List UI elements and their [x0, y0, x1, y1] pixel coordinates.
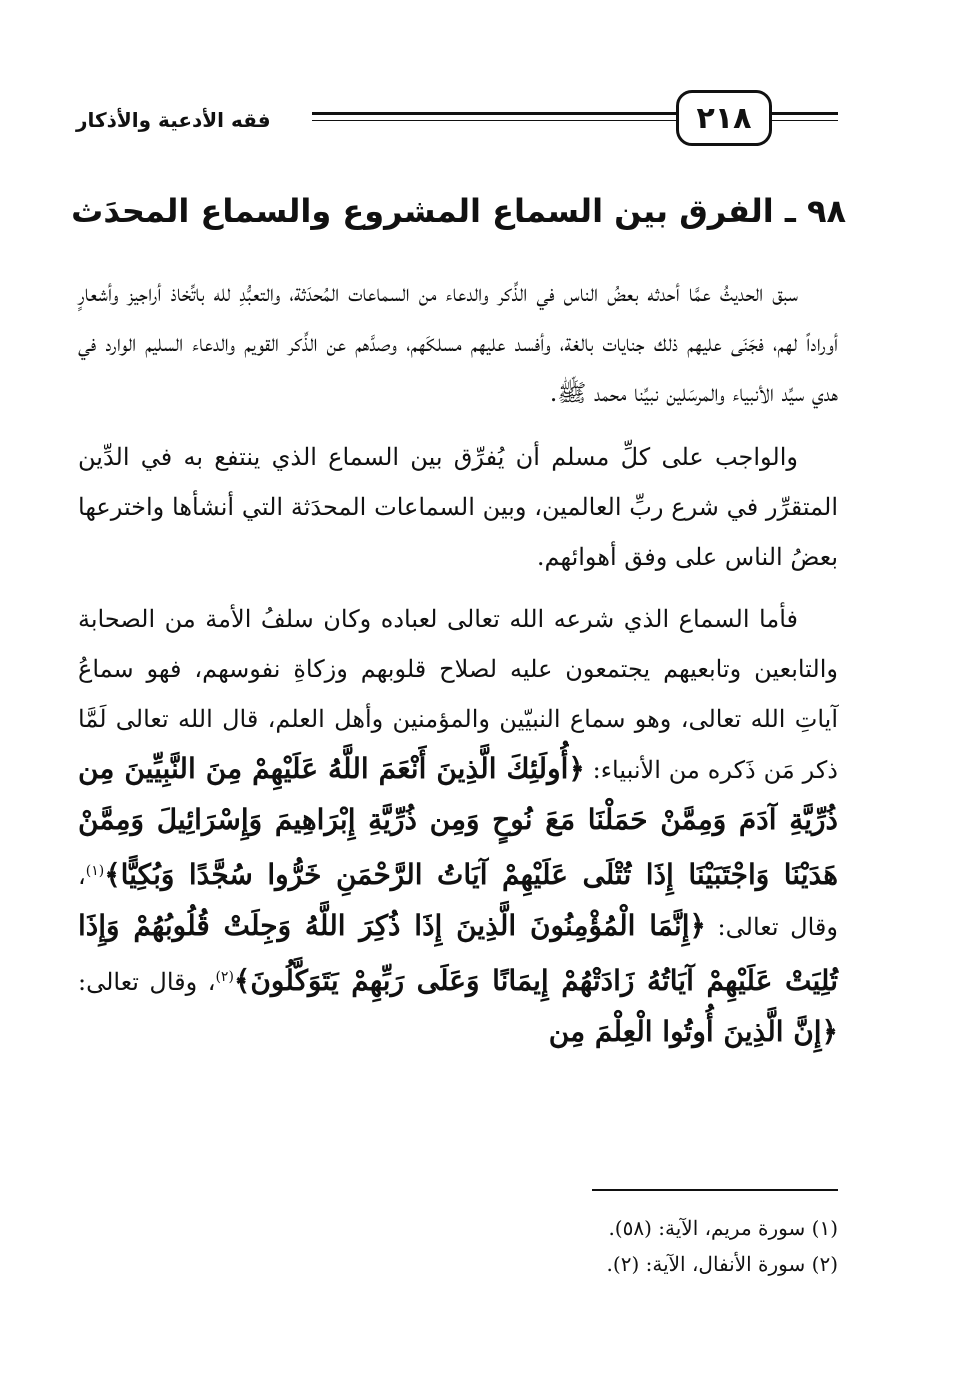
paragraph-text: ، وقال تعالى:: [78, 862, 838, 941]
page-header: [76, 82, 838, 162]
header-rule: [772, 112, 838, 115]
quran-verse: ﴿أُولَئِكَ الَّذِينَ أَنْعَمَ اللَّهُ عَلَيْهِمْ مِنَ النَّبِيِّينَ مِن ذُرِّيَّةِ آدَمَ وَمِمَّنْ حَمَلْنَا مَعَ نُوحٍ وَمِن ذُرِّيَّةِ إِبْرَاهِيمَ وَإِسْرَائِيلَ وَمِمَّنْ هَدَيْنَا وَاجْتَبَيْنَا إِذَا تُتْلَى عَلَيْهِمْ آيَاتُ الرَّحْمَنِ خَرُّوا سُجَّدًا وَبُكِيًّا﴾: [78, 752, 838, 891]
paragraph: والواجب على كلِّ مسلم أن يُفرِّق بين السماع الذي ينتفع به في الدِّين المتقرِّر في شرع ربِّ العالمين، وبين السماعات المحدَثة التي أنشأها واخترعها بعضُ الناس على وفق أهوائهم.: [78, 443, 839, 571]
paragraph-text: ، وقال تعالى:: [78, 968, 216, 996]
footnote-ref: (١): [85, 863, 105, 879]
paragraph: سبق الحديثُ عمَّا أحدثه بعضُ الناس في الذِّكر والدعاء من السماعات المُحدَثة، والتعبُّدِ لله باتِّخاذ أراجيز وأشعارٍ أوراداً لهم، فجَنَى عليهم ذلك جنايات بالغة، وأفسد عليهم مسلكَهم، وصدَّهم عن الذِّكر القويم والدعاء السليم الوارد في هدي سيِّد الأنبياء والمرسَلين نبيِّنا محمد ﷺ.: [78, 279, 838, 407]
body-text: [78, 268, 838, 1068]
footnote-ref: (٢): [215, 969, 234, 985]
paragraph: [78, 594, 838, 1058]
footnotes: [607, 1210, 838, 1282]
footnote: (٢) سورة الأنفال، الآية: (٢).: [606, 1252, 838, 1276]
paragraph-text: فأما السماع الذي شرعه الله تعالى لعباده وكان سلفُ الأمة من الصحابة والتابعين وتابعيهم يجتمعون عليه لصلاح قلوبهم وزكاةِ نفوسهم، فهو سماعُ آياتِ الله تعالى، وهو سماع النبيّين والمؤمنين وأهل العلم، قال الله تعالى لَمَّا ذكر مَن ذَكره من الأنبياء:: [78, 605, 838, 784]
section-heading: ٩٨ ـ الفرق بين السماع المشروع والسماع المحدَث: [71, 192, 846, 230]
footnote: (١) سورة مريم، الآية: (٥٨).: [608, 1216, 838, 1240]
quran-verse: ﴿إِنَّمَا الْمُؤْمِنُونَ الَّذِينَ إِذَا ذُكِرَ اللَّهُ وَجِلَتْ قُلُوبُهُمْ وَإِذَا تُلِيَتْ عَلَيْهِمْ آيَاتُهُ زَادَتْهُمْ إِيمَانًا وَعَلَى رَبِّهِمْ يَتَوَكَّلُونَ﴾: [78, 909, 838, 997]
page-number: ٢١٨: [696, 100, 752, 136]
page-number-frame: [676, 90, 772, 146]
quran-verse: ﴿إِنَّ الَّذِينَ أُوتُوا الْعِلْمَ مِن: [548, 1015, 838, 1048]
book-title: فقه الأدعية والأذكار: [76, 108, 271, 132]
header-rule: [772, 120, 838, 121]
footnote-separator: [592, 1189, 838, 1191]
